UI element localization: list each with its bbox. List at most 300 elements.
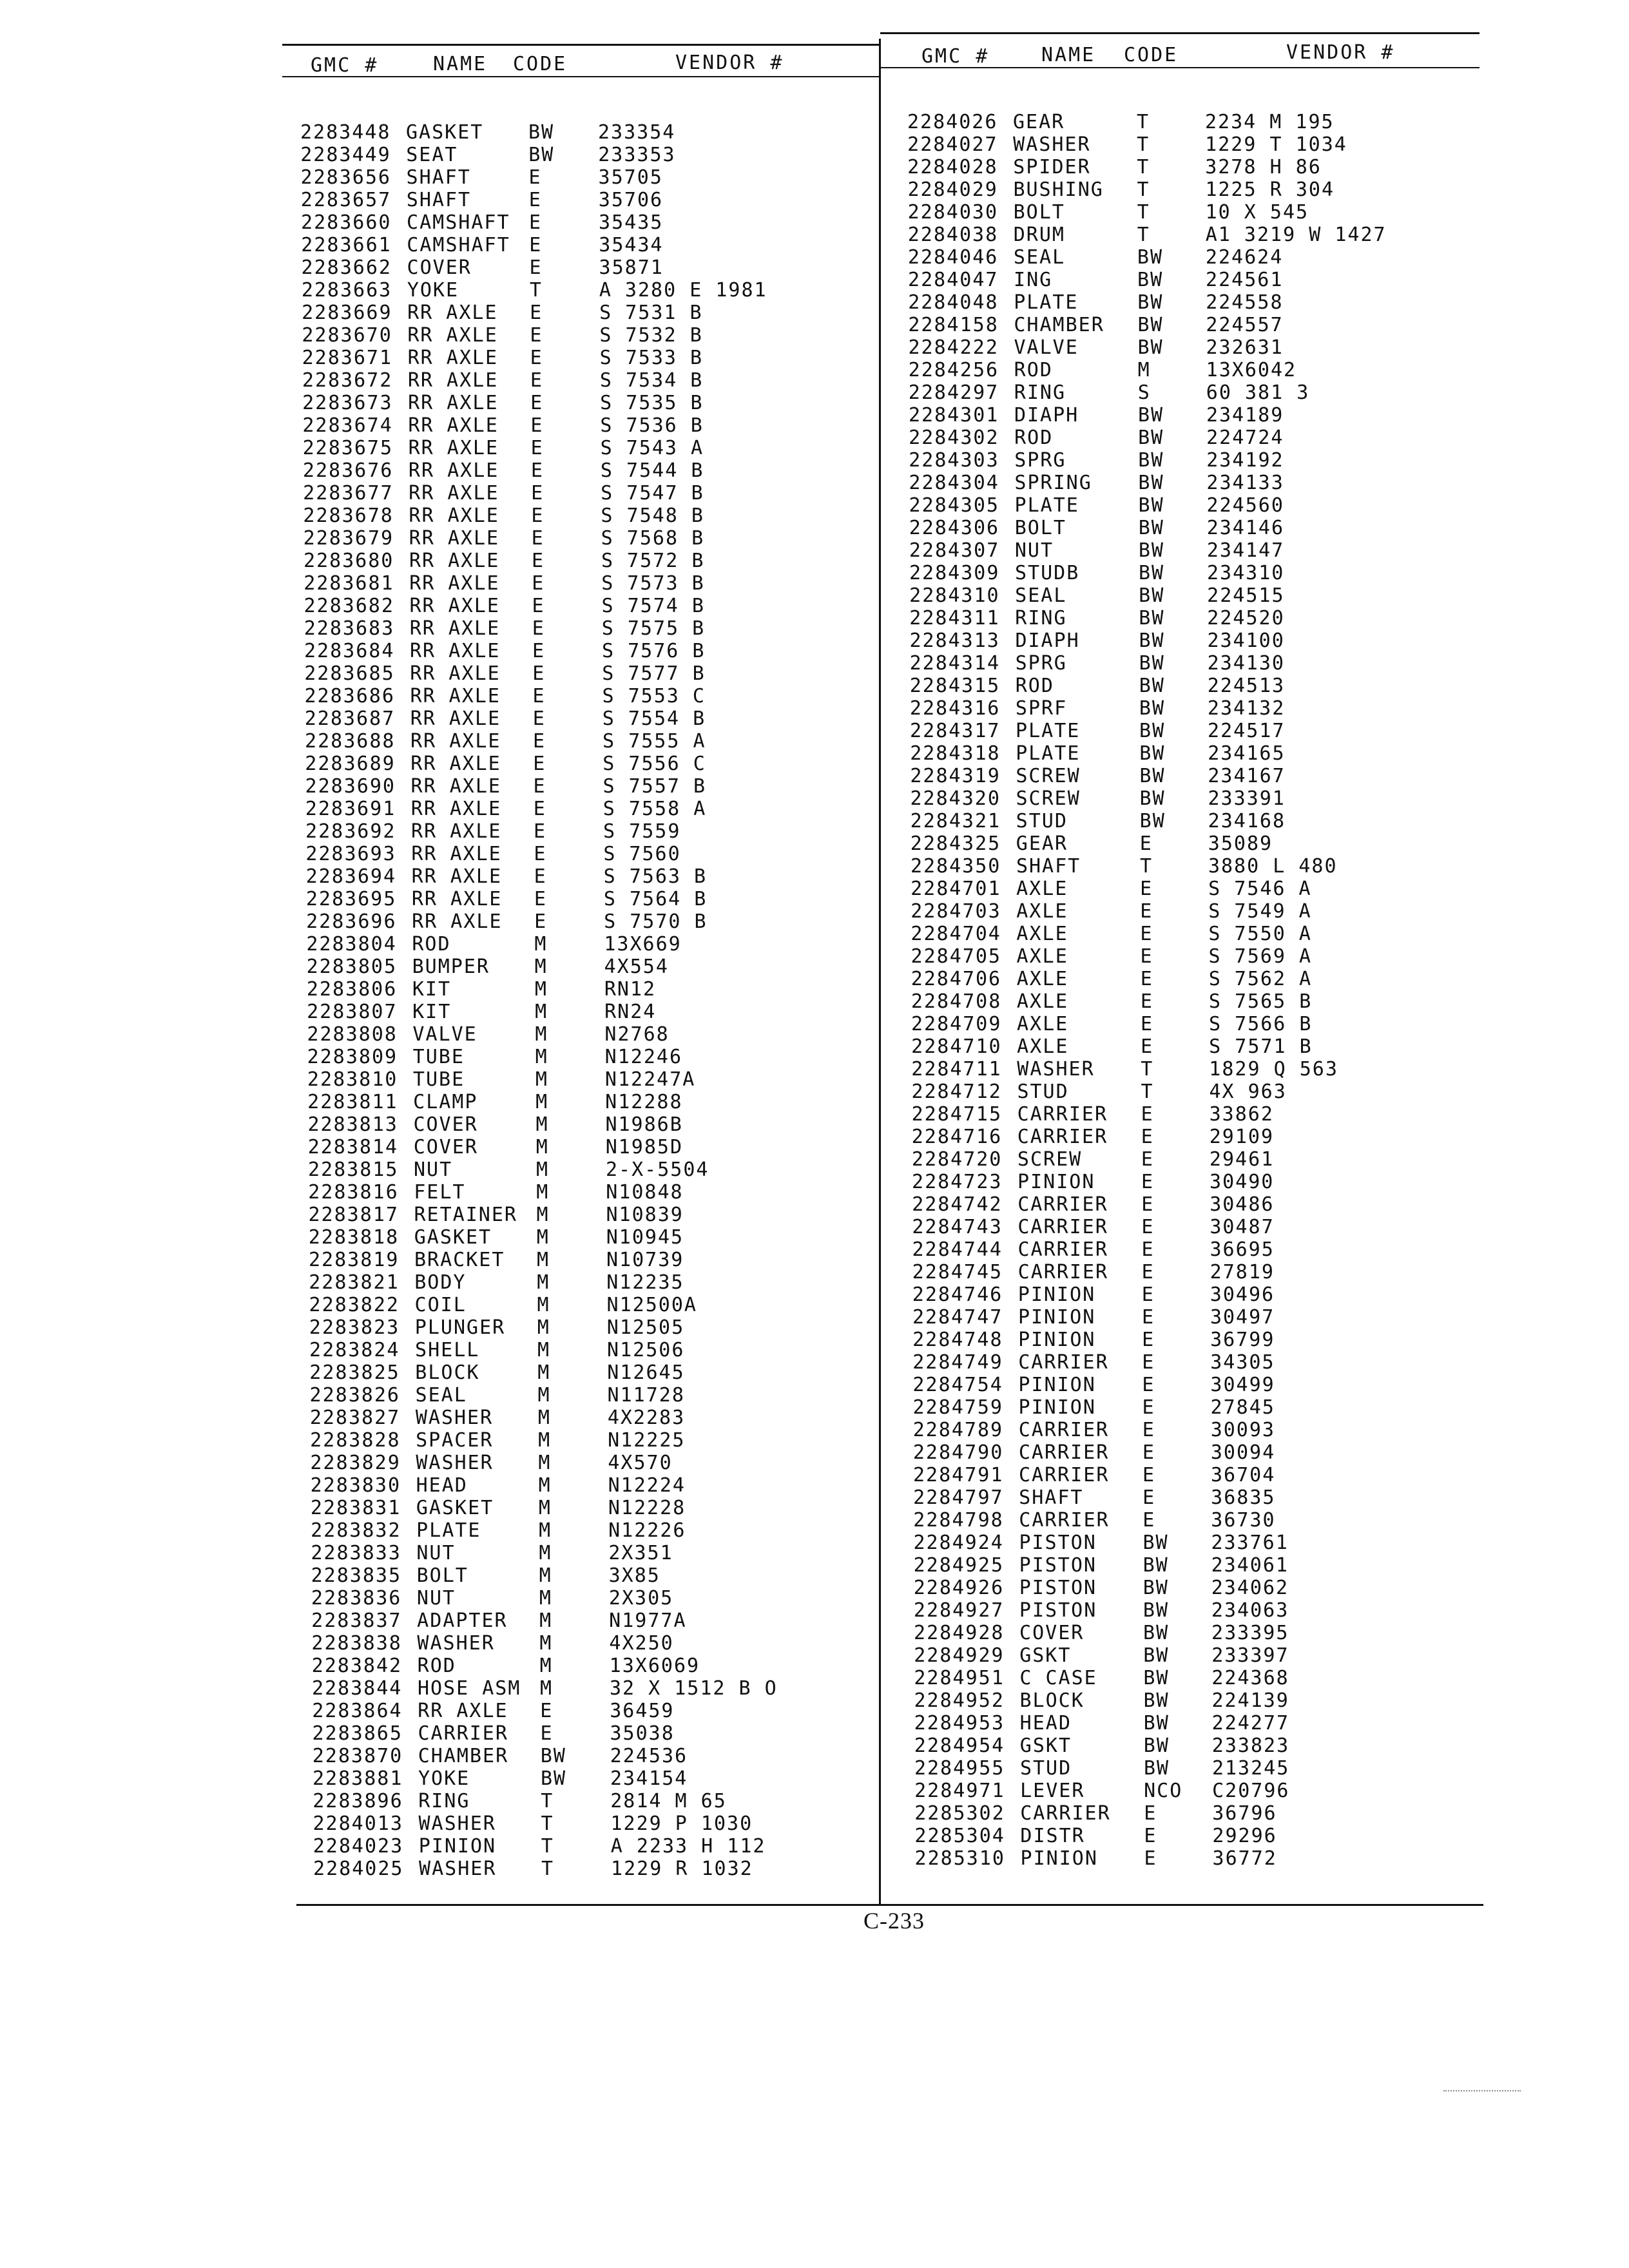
- gmc-number: 2284306: [909, 517, 1000, 539]
- right-parts-row: [908, 314, 1462, 336]
- gmc-number: 2283842: [311, 1655, 403, 1677]
- part-name: RING: [418, 1790, 470, 1812]
- part-name: SPRING: [1014, 472, 1092, 494]
- right-parts-row: [909, 427, 1463, 449]
- right-parts-row: [909, 584, 1463, 607]
- part-name: PINION: [1018, 1329, 1096, 1351]
- part-name: CARRIER: [1019, 1509, 1110, 1532]
- part-name: RR AXLE: [412, 910, 503, 933]
- vendor-code: BW: [1139, 787, 1166, 810]
- vendor-code: M: [535, 1068, 548, 1091]
- left-parts-row: [310, 1452, 877, 1474]
- left-parts-row: [307, 1113, 874, 1136]
- gmc-number: 2284715: [911, 1103, 1003, 1126]
- right-parts-row: [911, 1035, 1465, 1058]
- vendor-number: 13X6069: [609, 1655, 700, 1677]
- right-parts-row: [911, 1058, 1465, 1081]
- vendor-number: N12288: [605, 1091, 683, 1113]
- left-parts-row: [309, 1361, 876, 1384]
- vendor-number: 234165: [1208, 742, 1286, 765]
- part-name: VALVE: [412, 1023, 477, 1046]
- part-name: YOKE: [407, 279, 459, 302]
- part-name: CAMSHAFT: [407, 234, 510, 256]
- part-name: LEVER: [1020, 1780, 1085, 1802]
- vendor-number: 35038: [610, 1722, 675, 1745]
- part-name: CAMSHAFT: [407, 211, 510, 234]
- vendor-number: 234062: [1211, 1577, 1289, 1599]
- part-name: ROD: [417, 1655, 456, 1677]
- left-parts-row: [302, 392, 869, 414]
- vendor-number: A1 3219 W 1427: [1205, 224, 1387, 246]
- gmc-number: 2284952: [914, 1689, 1005, 1712]
- gmc-number: 2283662: [301, 256, 392, 279]
- vendor-code: E: [534, 843, 547, 865]
- gmc-number: 2284708: [911, 990, 1002, 1013]
- vendor-code: E: [534, 865, 547, 888]
- part-name: RR AXLE: [407, 324, 498, 347]
- gmc-number: 2284723: [912, 1171, 1003, 1193]
- part-name: RR AXLE: [409, 505, 499, 527]
- vendor-number: 4X250: [609, 1632, 674, 1655]
- vendor-code: BW: [1138, 494, 1164, 517]
- part-name: KIT: [412, 978, 452, 1001]
- gmc-number: 2283657: [300, 189, 392, 211]
- part-name: ING: [1014, 269, 1053, 291]
- left-parts-row: [311, 1632, 878, 1655]
- vendor-code: E: [1142, 1396, 1155, 1419]
- part-name: BOLT: [1014, 517, 1066, 539]
- part-name: RR AXLE: [409, 482, 499, 505]
- part-name: SPRG: [1015, 652, 1067, 675]
- gmc-number: 2283826: [309, 1384, 400, 1407]
- gmc-number: 2283680: [303, 550, 394, 572]
- gmc-number: 2285302: [914, 1802, 1005, 1825]
- vendor-number: 1229 P 1030: [610, 1812, 753, 1835]
- part-name: COIL: [414, 1294, 467, 1316]
- vendor-number: 234063: [1211, 1599, 1289, 1622]
- gmc-number: 2284029: [907, 178, 998, 201]
- part-name: NUT: [1014, 539, 1054, 562]
- vendor-code: T: [1139, 855, 1153, 878]
- left-parts-row: [304, 595, 871, 617]
- vendor-code: E: [1142, 1329, 1155, 1351]
- vendor-number: RN12: [604, 978, 657, 1001]
- part-name: RR AXLE: [409, 640, 501, 662]
- vendor-code: E: [1144, 1847, 1157, 1870]
- right-parts-row: [910, 652, 1464, 675]
- part-name: PINION: [1018, 1396, 1096, 1419]
- gmc-number: 2284318: [910, 742, 1001, 765]
- gmc-number: 2283838: [311, 1632, 402, 1655]
- vendor-number: 2X305: [608, 1587, 674, 1610]
- gmc-number: 2284749: [912, 1351, 1003, 1374]
- gmc-number: 2283835: [311, 1564, 402, 1587]
- gmc-number: 2284954: [914, 1735, 1005, 1757]
- gmc-number: 2284301: [908, 404, 999, 427]
- right-parts-row: [914, 1825, 1469, 1847]
- part-name: PINION: [1017, 1283, 1096, 1306]
- vendor-code: T: [1137, 201, 1150, 224]
- vendor-number: S 7548 B: [601, 505, 704, 527]
- gmc-number: 2283678: [303, 505, 394, 527]
- vendor-code: E: [1144, 1825, 1157, 1847]
- vendor-code: E: [530, 347, 543, 369]
- right-parts-row: [907, 156, 1461, 178]
- vendor-code: E: [532, 572, 545, 595]
- part-name: RR AXLE: [410, 798, 502, 820]
- vendor-number: S 7549 A: [1208, 900, 1312, 923]
- left-parts-row: [305, 685, 872, 707]
- vendor-code: BW: [1143, 1644, 1170, 1667]
- gmc-number: 2284304: [909, 472, 999, 494]
- vendor-number: 13X669: [604, 933, 682, 956]
- part-name: WASHER: [419, 1858, 497, 1880]
- gmc-number: 2283806: [306, 978, 398, 1001]
- vendor-number: S 7554 B: [602, 707, 706, 730]
- vendor-code: M: [537, 1339, 551, 1361]
- vendor-number: S 7574 B: [601, 595, 705, 617]
- gmc-number: 2284325: [910, 832, 1001, 855]
- vendor-code: E: [1140, 945, 1153, 968]
- right-parts-row: [912, 1374, 1467, 1396]
- vendor-code: E: [534, 888, 547, 910]
- gmc-number: 2284759: [912, 1396, 1003, 1419]
- gmc-number: 2283661: [301, 234, 392, 256]
- gmc-number: 2283692: [305, 820, 396, 843]
- vendor-code: BW: [1142, 1554, 1169, 1577]
- vendor-code: BW: [1139, 675, 1165, 697]
- vendor-number: N12226: [608, 1519, 686, 1542]
- top-rule-left: [282, 44, 880, 46]
- vendor-number: 36730: [1211, 1509, 1276, 1532]
- vendor-code: T: [541, 1835, 554, 1858]
- vendor-number: S 7570 B: [604, 910, 708, 933]
- gmc-number: 2283670: [302, 324, 392, 347]
- vendor-code: E: [530, 369, 543, 392]
- vendor-code: E: [532, 617, 545, 640]
- vendor-number: 29109: [1209, 1126, 1275, 1148]
- gmc-number: 2283818: [308, 1226, 400, 1249]
- vendor-number: 36704: [1211, 1464, 1276, 1486]
- right-parts-row: [914, 1780, 1469, 1802]
- vendor-code: BW: [1139, 652, 1165, 675]
- part-name: CHAMBER: [418, 1745, 509, 1767]
- right-parts-row: [914, 1712, 1469, 1735]
- vendor-code: T: [1141, 1058, 1154, 1081]
- part-name: CARRIER: [1017, 1103, 1108, 1126]
- left-parts-row: [302, 414, 869, 437]
- left-parts-row: [302, 302, 869, 324]
- vendor-number: 224560: [1206, 494, 1284, 517]
- gmc-number: 2284747: [912, 1306, 1003, 1329]
- part-name: RR AXLE: [411, 888, 503, 910]
- right-parts-row: [913, 1509, 1467, 1532]
- vendor-code: M: [534, 933, 548, 956]
- left-parts-row: [309, 1316, 876, 1339]
- gmc-number: 2283808: [307, 1023, 398, 1046]
- part-name: HEAD: [416, 1474, 468, 1497]
- vendor-number: 224724: [1206, 427, 1284, 449]
- part-name: PLATE: [1014, 291, 1079, 314]
- vendor-code: E: [528, 166, 542, 189]
- part-name: RR AXLE: [409, 550, 500, 572]
- right-parts-row: [915, 1847, 1469, 1870]
- gmc-number: 2284742: [912, 1193, 1003, 1216]
- vendor-code: T: [541, 1812, 554, 1835]
- vendor-code: E: [530, 302, 543, 324]
- gmc-number: 2284711: [911, 1058, 1002, 1081]
- vendor-number: 4X554: [604, 956, 669, 978]
- gmc-number: 2283807: [307, 1001, 398, 1023]
- gmc-number: 2283823: [309, 1316, 400, 1339]
- vendor-number: 27845: [1210, 1396, 1275, 1419]
- vendor-number: 35435: [599, 211, 664, 234]
- gmc-number: 2284310: [909, 584, 1000, 607]
- right-parts-row: [909, 449, 1463, 472]
- vendor-code: E: [528, 189, 542, 211]
- vendor-code: BW: [1137, 404, 1164, 427]
- gmc-number: 2284924: [913, 1532, 1004, 1554]
- vendor-code: E: [529, 234, 543, 256]
- left-parts-row: [309, 1226, 876, 1249]
- vendor-code: BW: [1138, 449, 1164, 472]
- vendor-code: BW: [1137, 291, 1164, 314]
- vendor-number: 224536: [610, 1745, 688, 1767]
- right-parts-row: [912, 1329, 1467, 1351]
- column-divider: [879, 39, 881, 1904]
- vendor-code: T: [1141, 1081, 1154, 1103]
- top-rule-right: [880, 32, 1480, 34]
- vendor-number: N1977A: [609, 1610, 687, 1632]
- vendor-number: S 7576 B: [601, 640, 706, 662]
- vendor-code: M: [535, 1001, 548, 1023]
- vendor-code: M: [539, 1677, 553, 1700]
- vendor-number: 234154: [610, 1767, 688, 1790]
- part-name: SHAFT: [1016, 855, 1081, 878]
- vendor-number: N2768: [604, 1023, 670, 1046]
- vendor-number: 30490: [1210, 1171, 1275, 1193]
- right-parts-row: [914, 1554, 1468, 1577]
- vendor-code: M: [538, 1474, 552, 1497]
- vendor-code: M: [537, 1361, 551, 1384]
- left-parts-row: [305, 775, 872, 798]
- gmc-number: 2284314: [909, 652, 1001, 675]
- right-parts-row: [908, 246, 1462, 269]
- gmc-number: 2284971: [914, 1780, 1005, 1802]
- vendor-code: BW: [1143, 1622, 1170, 1644]
- part-name: AXLE: [1016, 990, 1069, 1013]
- gmc-number: 2284023: [313, 1835, 404, 1858]
- gmc-number: 2284297: [908, 381, 999, 404]
- gmc-number: 2283805: [306, 956, 398, 978]
- page-number: C-233: [863, 1908, 925, 1934]
- vendor-number: 234130: [1207, 652, 1285, 675]
- part-name: TUBE: [412, 1068, 465, 1091]
- right-parts-row: [911, 855, 1465, 878]
- part-name: PISTON: [1019, 1599, 1097, 1622]
- part-name: WASHER: [415, 1407, 494, 1429]
- right-parts-row: [911, 923, 1465, 945]
- gmc-number: 2284303: [909, 449, 999, 472]
- part-name: AXLE: [1016, 878, 1068, 900]
- part-name: ROD: [1014, 427, 1054, 449]
- vendor-code: E: [531, 505, 545, 527]
- vendor-code: BW: [1143, 1712, 1170, 1735]
- vendor-code: E: [1141, 1148, 1154, 1171]
- vendor-number: 233761: [1211, 1532, 1289, 1554]
- part-name: CARRIER: [1017, 1126, 1108, 1148]
- gmc-number: 2284030: [907, 201, 999, 224]
- gmc-number: 2284797: [913, 1486, 1004, 1509]
- vendor-number: 1229 T 1034: [1205, 133, 1347, 156]
- vendor-code: BW: [1139, 584, 1165, 607]
- gmc-number: 2284716: [911, 1126, 1003, 1148]
- part-name: DIAPH: [1015, 629, 1080, 652]
- right-parts-row: [911, 968, 1465, 990]
- gmc-number: 2284013: [313, 1812, 403, 1835]
- left-parts-row: [305, 730, 872, 753]
- vendor-code: E: [1142, 1419, 1155, 1441]
- part-name: AXLE: [1016, 900, 1068, 923]
- part-name: COVER: [413, 1136, 478, 1158]
- vendor-code: E: [532, 640, 546, 662]
- vendor-number: 35434: [599, 234, 664, 256]
- gmc-number: 2283685: [304, 662, 395, 685]
- part-name: SHAFT: [406, 166, 471, 189]
- part-name: HOSE ASM: [417, 1677, 521, 1700]
- vendor-code: T: [541, 1858, 555, 1880]
- vendor-code: E: [534, 820, 547, 843]
- left-parts-row: [307, 978, 874, 1001]
- vendor-code: E: [531, 527, 545, 550]
- gmc-number: 2283677: [303, 482, 394, 505]
- part-name: PISTON: [1019, 1577, 1097, 1599]
- gmc-number: 2284706: [911, 968, 1002, 990]
- part-name: CARRIER: [1018, 1441, 1110, 1464]
- vendor-code: M: [535, 1136, 549, 1158]
- part-name: PINION: [1020, 1847, 1098, 1870]
- part-name: CLAMP: [413, 1091, 478, 1113]
- vendor-number: 233395: [1211, 1622, 1289, 1644]
- vendor-number: 36772: [1212, 1847, 1277, 1870]
- vendor-number: 213245: [1211, 1757, 1290, 1780]
- gmc-number: 2284926: [913, 1577, 1005, 1599]
- gmc-number: 2284951: [914, 1667, 1005, 1689]
- part-name: WASHER: [418, 1812, 496, 1835]
- part-name: AXLE: [1016, 945, 1068, 968]
- vendor-number: 3278 H 86: [1205, 156, 1322, 178]
- gmc-number: 2284038: [907, 224, 999, 246]
- vendor-number: 224368: [1211, 1667, 1289, 1689]
- vendor-number: N12506: [607, 1339, 685, 1361]
- right-parts-row: [911, 787, 1465, 810]
- vendor-number: 224513: [1207, 675, 1286, 697]
- right-parts-row: [909, 336, 1463, 359]
- vendor-number: 232631: [1206, 336, 1284, 359]
- left-parts-row: [302, 347, 869, 369]
- part-name: RR AXLE: [411, 865, 503, 888]
- gmc-number: 2284789: [912, 1419, 1004, 1441]
- vendor-number: 36799: [1210, 1329, 1275, 1351]
- gmc-number: 2283682: [304, 595, 394, 617]
- vendor-number: 3X85: [608, 1564, 660, 1587]
- vendor-code: E: [533, 730, 546, 753]
- vendor-code: E: [1140, 923, 1153, 945]
- vendor-number: 30486: [1210, 1193, 1275, 1216]
- gmc-number: 2284305: [909, 494, 999, 517]
- left-parts-row: [313, 1790, 880, 1812]
- vendor-code: M: [534, 956, 548, 978]
- header-right-gmc: GMC #: [921, 45, 990, 68]
- gmc-number: 2284302: [909, 427, 999, 449]
- gmc-number: 2284320: [910, 787, 1001, 810]
- vendor-code: M: [538, 1429, 552, 1452]
- vendor-number: 10 X 545: [1205, 201, 1309, 224]
- vendor-number: 224624: [1205, 246, 1284, 269]
- left-parts-row: [309, 1294, 876, 1316]
- vendor-number: 35705: [598, 166, 663, 189]
- part-name: RR AXLE: [409, 617, 501, 640]
- part-name: RR AXLE: [409, 527, 500, 550]
- right-parts-row: [914, 1599, 1468, 1622]
- vendor-number: 234132: [1207, 697, 1286, 720]
- vendor-code: BW: [1137, 269, 1164, 291]
- header-left-vendor: VENDOR #: [675, 52, 784, 74]
- part-name: BLOCK: [1019, 1689, 1084, 1712]
- right-parts-row: [911, 832, 1465, 855]
- vendor-number: S 7547 B: [601, 482, 704, 505]
- gmc-number: 2283673: [302, 392, 393, 414]
- vendor-number: 2-X-5504: [605, 1158, 709, 1181]
- vendor-code: M: [535, 1046, 548, 1068]
- part-name: GSKT: [1019, 1735, 1072, 1757]
- vendor-code: M: [535, 1113, 549, 1136]
- gmc-number: 2284028: [907, 156, 998, 178]
- right-parts-row: [908, 201, 1462, 224]
- vendor-code: E: [1139, 832, 1153, 855]
- vendor-number: 234146: [1206, 517, 1285, 539]
- gmc-number: 2284222: [908, 336, 999, 359]
- part-name: RR AXLE: [407, 369, 499, 392]
- vendor-code: BW: [1138, 427, 1164, 449]
- gmc-number: 2284309: [909, 562, 1000, 584]
- vendor-number: 33862: [1209, 1103, 1274, 1126]
- right-parts-row: [913, 1419, 1467, 1441]
- part-name: YOKE: [418, 1767, 470, 1790]
- vendor-code: M: [535, 1091, 549, 1113]
- gmc-number: 2284047: [908, 269, 999, 291]
- part-name: RETAINER: [414, 1204, 517, 1226]
- left-parts-row: [304, 572, 871, 595]
- part-name: RR AXLE: [408, 414, 499, 437]
- right-parts-row: [908, 291, 1462, 314]
- left-parts-row: [309, 1249, 876, 1271]
- left-parts-row: [308, 1181, 875, 1204]
- gmc-number: 2283448: [300, 121, 391, 144]
- vendor-code: BW: [528, 121, 555, 144]
- part-name: RR AXLE: [408, 437, 499, 459]
- right-parts-row: [912, 1193, 1466, 1216]
- part-name: FELT: [414, 1181, 466, 1204]
- right-parts-row: [913, 1464, 1467, 1486]
- gmc-number: 2283691: [305, 798, 396, 820]
- left-parts-row: [307, 1046, 874, 1068]
- vendor-code: BW: [1139, 765, 1166, 787]
- vendor-number: A 2233 H 112: [610, 1835, 766, 1858]
- left-parts-row: [306, 865, 873, 888]
- gmc-number: 2285310: [914, 1847, 1005, 1870]
- gmc-number: 2284350: [910, 855, 1001, 878]
